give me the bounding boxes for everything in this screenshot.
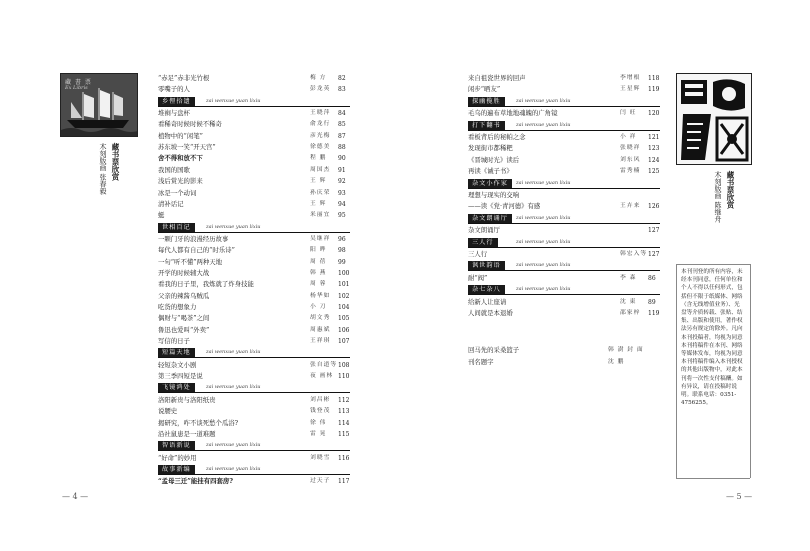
note-top-rule	[676, 264, 750, 265]
toc-entry-page: 100	[338, 269, 350, 277]
toc-entry[interactable]	[158, 131, 350, 142]
toc-entry-page: 84	[338, 110, 346, 118]
toc-section-header	[158, 441, 350, 451]
toc-entry-title: 冰是一个动词	[158, 188, 197, 197]
toc-entry[interactable]	[468, 84, 660, 95]
toc-entry-title: “孟母三迁”能挂有四套房?	[158, 477, 234, 486]
toc-entry[interactable]	[468, 249, 660, 260]
toc-entry-author: 李增根	[620, 75, 641, 81]
right-bookplate-credit	[725, 171, 735, 209]
credit-title: 藏书票欣赏	[111, 143, 120, 181]
credit-line-title: 回马先的采桑篮子	[468, 346, 520, 354]
toc-entry-title: 看板背后的秘帕之念	[468, 133, 526, 141]
toc-entry-title: 鲁迅也爱叫“外卖”	[158, 325, 210, 334]
section-romanization: zai wenxue yuan lixiu	[516, 286, 571, 293]
toc-entry-title: 清补话记	[158, 199, 184, 208]
toc-entry[interactable]	[158, 268, 350, 279]
toc-entry-page: 95	[338, 212, 346, 220]
toc-entry-page: 112	[338, 396, 350, 404]
toc-entry-author: 王祥琪	[310, 338, 331, 345]
toc-entry[interactable]	[158, 234, 350, 245]
left-bookplate-author	[98, 143, 107, 194]
credit-author: 木刻版画 张春毅	[99, 143, 107, 195]
toc-entry-author: 王 辉	[310, 200, 327, 207]
toc-entry-page: 93	[338, 189, 346, 197]
section-romanization: zai wenxue yuan lixiu	[516, 179, 571, 186]
toc-section-header	[468, 238, 660, 248]
toc-entry-author: 闫 旺	[620, 110, 637, 117]
section-label: 打下翻书	[468, 121, 505, 130]
credit-title: 藏书票欣赏	[726, 171, 735, 209]
toc-entry[interactable]	[158, 302, 350, 313]
toc-entry-author: 沈 東	[620, 298, 637, 305]
toc-entry-author: 周 蓓	[310, 258, 327, 265]
toc-entry[interactable]	[158, 360, 350, 371]
section-label: 三人行	[468, 238, 498, 247]
toc-entry-author: 韩 燕	[310, 269, 327, 276]
section-label: 杂七杂八	[468, 285, 505, 294]
ship-illustration	[61, 74, 137, 136]
toc-entry[interactable]	[158, 279, 350, 290]
credit-line-name: 韩 澍 封 面	[608, 347, 644, 353]
toc-section-header	[468, 285, 660, 295]
copyright-notice: 本刊刊登的所有内容，未经本刊同意，任何单位和个人不得以任何形式，包括但不限于纸媒体、网络（含无线增值业务）、光盘等介质转载、张贴、结集、出版和使用，著作权法另有规定的除外。凡向本刊投稿者，均视为同意本刊将稿件在本刊、网络等媒体发布，均视为同意本刊将稿件编入本刊授权的其他出版物中，对此本刊将一次性支付稿酬。如有异议，请在投稿时说明。联系电话：0351-4756255。	[681, 269, 743, 407]
toc-entry-title: 零嘴子的人	[158, 85, 190, 94]
section-label: 智语新说	[158, 441, 195, 450]
toc-entry[interactable]	[158, 257, 350, 268]
toc-entry-title: 一句“听不懂”两种天地	[158, 257, 223, 266]
section-romanization: zai wenxue yuan lixiu	[206, 465, 261, 472]
toc-entry[interactable]	[158, 336, 350, 347]
toc-entry-title: 再读《诫子书》	[468, 167, 513, 176]
toc-entry-title: 偶财与“喝茶”之间	[158, 314, 210, 323]
toc-entry[interactable]	[468, 297, 660, 308]
toc-entry-author: 米丽宜	[310, 212, 331, 219]
toc-entry-author: 周 蓉	[310, 281, 327, 288]
toc-entry[interactable]	[158, 188, 350, 199]
toc-entry-title: 一颗门牙的浪漫经历故事	[158, 234, 229, 243]
toc-entry[interactable]	[158, 476, 350, 487]
toc-entry[interactable]	[468, 108, 660, 119]
section-romanization: zai wenxue yuan lixiu	[516, 214, 571, 221]
toc-entry-page: 90	[338, 155, 346, 163]
toc-entry-title: 开学的时候辅大战	[158, 268, 210, 277]
toc-entry-author: 梅 方	[310, 75, 327, 81]
toc-entry-title: 说腰史	[158, 407, 178, 416]
toc-entry[interactable]	[468, 73, 660, 84]
toc-entry-author: 韩宏入等	[620, 251, 648, 257]
toc-entry[interactable]	[468, 273, 660, 284]
toc-entry-author: 张晓祥	[620, 145, 641, 152]
toc-entry-title: 我国的国歌	[158, 165, 190, 174]
toc-entry-page: 101	[338, 281, 350, 289]
section-romanization: zai wenxue yuan lixiu	[206, 384, 261, 391]
toc-entry[interactable]	[158, 291, 350, 302]
toc-entry-page: 125	[648, 168, 660, 176]
toc-entry-page: 117	[338, 478, 350, 486]
toc-entry-title: “赤足”赤非光竹根	[158, 74, 210, 82]
section-label: 短篇天地	[158, 348, 195, 357]
section-label: 杂文小作家	[468, 179, 512, 188]
toc-entry[interactable]	[468, 132, 660, 143]
toc-entry-author: 程 鹏	[310, 155, 327, 162]
section-label: 杂文朗诵厅	[468, 214, 512, 223]
toc-entry-author: 孙庆荣	[310, 189, 331, 196]
toc-entry-title: 吃货的想象力	[158, 303, 197, 311]
toc-entry-title: 看我的日子里，我炼就了炸身技能	[158, 280, 254, 289]
credit-line-title: 刊名题字	[468, 358, 494, 366]
credit-line-name: 沈 鹏	[608, 359, 625, 365]
section-romanization: zai wenxue yuan lixiu	[206, 349, 261, 356]
toc-entry-title: “好命”的妙用	[158, 453, 197, 462]
toc-entry-title: 写信的日子	[158, 337, 190, 346]
toc-entry-page: 89	[648, 298, 656, 306]
section-romanization: zai wenxue yuan lixiu	[516, 262, 571, 269]
toc-entry-title: 人间就是本退婚	[468, 309, 513, 317]
section-label: 飞镜鸿处	[158, 383, 195, 392]
toc-entry-title: 给新人让座请	[468, 297, 507, 306]
toc-entry-title: 耐“阀”	[468, 273, 488, 282]
toc-entry-author: 徐德美	[310, 144, 331, 151]
toc-entry-author: 周国杰	[310, 166, 331, 173]
toc-entry-page: 104	[338, 304, 350, 311]
toc-entry[interactable]	[468, 308, 660, 319]
toc-entry-author: 王晓萍	[310, 110, 331, 117]
toc-entry-author: 过天子	[310, 478, 331, 485]
toc-entry-page: 82	[338, 75, 346, 82]
toc-entry[interactable]	[158, 406, 350, 417]
toc-entry-page: 83	[338, 86, 346, 94]
credit-line	[468, 357, 660, 368]
toc-entry-page: 108	[338, 361, 350, 369]
toc-entry-page: 124	[648, 156, 660, 164]
bookplate-caption-latin: Ex Libris	[65, 85, 88, 91]
note-bottom-rule	[676, 478, 750, 479]
toc-entry-author: 吴继祥	[310, 235, 331, 242]
toc-entry-author: 彭龙英	[310, 86, 331, 93]
section-label: 故事新编	[158, 465, 195, 474]
toc-entry[interactable]	[468, 166, 660, 177]
toc-section-header	[158, 223, 350, 233]
toc-entry-title: 堆裥与盘杯	[158, 109, 190, 118]
toc-entry[interactable]	[158, 108, 350, 119]
section-romanization: zai wenxue yuan lixiu	[206, 442, 261, 449]
toc-entry[interactable]	[158, 119, 350, 130]
toc-entry[interactable]	[468, 143, 660, 154]
toc-entry-page: 85	[338, 121, 346, 129]
toc-entry-page: 116	[338, 454, 350, 462]
credit-author: 木刻版画 陈继舟	[714, 171, 722, 223]
toc-entry[interactable]	[158, 453, 350, 464]
toc-entry-author: 张自道等	[310, 361, 338, 368]
toc-entry[interactable]	[158, 210, 350, 221]
toc-entry-title: 闲步“晒友”	[468, 85, 501, 94]
toc-entry-title: 轻短杂文小剧	[158, 360, 197, 369]
toc-entry-page: 99	[338, 258, 346, 266]
toc-entry-title: 三人行	[468, 250, 488, 258]
toc-entry-page: 91	[338, 166, 346, 174]
toc-entry-page: 126	[648, 203, 660, 211]
toc-entry-title: 毛乌的遍布草地地魂魄的广角镜	[468, 109, 558, 118]
section-romanization: zai wenxue yuan lixiu	[206, 97, 261, 104]
toc-entry-title: 舍不得和放不下	[158, 154, 203, 163]
toc-entry-page: 107	[338, 338, 350, 346]
toc-entry-title: 每代人都有自己的“时乐诗”	[158, 246, 235, 255]
toc-section-header	[158, 97, 350, 107]
toc-entry-title: 蜓	[158, 211, 165, 220]
toc-section-header	[468, 179, 660, 189]
toc-entry-title: 苏东坡一笑“开天宫”	[158, 143, 216, 152]
section-label: 世相百记	[158, 223, 195, 232]
toc-entry-page: 106	[338, 326, 350, 334]
toc-entry-author: 小 刀	[310, 304, 327, 310]
toc-section-header	[468, 214, 660, 224]
toc-section-header	[468, 261, 660, 271]
toc-entry-author: 王卉来	[620, 203, 641, 210]
toc-entry-page: 113	[338, 408, 350, 416]
toc-entry-author: 王 辉	[310, 178, 327, 185]
toc-entry-author: 刘昌彬	[310, 396, 331, 403]
toc-entry-title: 看稀奇时候时候不稀奇	[158, 120, 222, 129]
section-romanization: zai wenxue yuan lixiu	[516, 97, 571, 104]
section-romanization: zai wenxue yuan lixiu	[516, 238, 571, 245]
toc-entry-page: 86	[648, 274, 656, 282]
toc-section-header	[158, 383, 350, 393]
toc-entry-page: 105	[338, 315, 350, 323]
toc-entry-page: 102	[338, 292, 350, 300]
toc-section-header	[158, 465, 350, 475]
toc-entry-author: 刘东风	[620, 156, 641, 163]
toc-entry-page: 119	[648, 310, 660, 317]
toc-entry-page: 96	[338, 235, 346, 243]
toc-entry-page: 118	[648, 75, 660, 82]
toc-entry[interactable]	[158, 165, 350, 176]
toc-entry[interactable]	[468, 225, 660, 236]
toc-entry-author: 刘晓雪	[310, 454, 331, 461]
section-label: 讽世韵语	[468, 261, 505, 270]
toc-entry-page: 115	[338, 430, 350, 438]
toc-entry-author: 胡文秀	[310, 315, 331, 322]
toc-entry-page: 92	[338, 178, 346, 186]
toc-entry-author: 杨华如	[310, 292, 331, 299]
section-label: 探幽揽胜	[468, 97, 505, 106]
toc-entry[interactable]	[158, 245, 350, 256]
toc-entry-page: 127	[648, 227, 660, 235]
bookplate-caption: 藏 書 票	[65, 79, 92, 86]
toc-entry-title: 第三季四短是说	[158, 372, 203, 381]
page-number-left: — 4 —	[62, 492, 89, 501]
toc-entry-page: 94	[338, 200, 346, 208]
toc-entry[interactable]	[158, 395, 350, 406]
toc-entry-author: 雷秀楠	[620, 168, 641, 175]
toc-entry-author: 俞龙行	[310, 121, 331, 128]
toc-entry-title: 沿社鼠患是一道难题	[158, 429, 216, 438]
toc-entry-page: 87	[338, 132, 346, 140]
toc-entry[interactable]	[158, 371, 350, 382]
toc-entry-page: 110	[338, 373, 350, 381]
toc-entry[interactable]	[468, 155, 660, 166]
toc-entry-page: 120	[648, 110, 660, 118]
note-left-rule	[676, 264, 677, 478]
toc-entry[interactable]	[158, 429, 350, 440]
toc-entry-author: 李 森	[620, 274, 637, 281]
toc-entry-author: 王星辉	[620, 86, 641, 93]
toc-entry[interactable]	[468, 201, 660, 212]
toc-entry[interactable]	[158, 418, 350, 429]
toc-entry-author: 彦光梅	[310, 132, 331, 139]
toc-entry-author: 钱登茂	[310, 408, 331, 415]
right-bookplate-author	[713, 171, 722, 222]
toc-entry-title: ——读《党·青河德》有感	[468, 202, 541, 211]
toc-entry[interactable]	[158, 153, 350, 164]
toc-entry-page: 98	[338, 247, 346, 255]
abstract-woodcut-illustration	[677, 74, 751, 164]
toc-entry[interactable]	[158, 199, 350, 210]
toc-entry-title: 理想与现实的交响	[468, 191, 520, 199]
section-label: 乡俚拾遗	[158, 97, 195, 106]
toc-entry-title: 《晋城时光》读后	[468, 155, 520, 164]
toc-entry[interactable]	[158, 325, 350, 336]
bookplate-ship-image	[60, 73, 138, 137]
left-bookplate-credit	[110, 143, 120, 181]
section-romanization: zai wenxue yuan lixiu	[516, 121, 571, 128]
toc-entry-title: 洛阳新贵与洛阳纸贵	[158, 395, 216, 404]
toc-entry-title: 浅后赏光的影来	[158, 177, 203, 186]
toc-section-header	[468, 121, 660, 131]
toc-entry-author: 夜 画林	[310, 373, 334, 380]
page-number-right: — 5 —	[726, 492, 753, 501]
toc-entry-page: 119	[648, 86, 660, 94]
toc-entry-title: 发现街市都稀粑	[468, 144, 513, 153]
toc-entry-title: 来自祖瓷世界的回声	[468, 74, 526, 82]
toc-entry[interactable]	[158, 73, 350, 84]
toc-entry-author: 雷 晃	[310, 430, 327, 437]
toc-entry[interactable]	[158, 84, 350, 95]
toc-entry-title: 植物中的“闲笔”	[158, 131, 203, 140]
toc-entry-title: 父亲的辣酱乌贼瓜	[158, 291, 210, 300]
toc-entry-title: 揭研究，咋不谈死愁个瓜浴?	[158, 418, 239, 427]
toc-entry[interactable]	[468, 190, 660, 201]
toc-entry-page: 88	[338, 144, 346, 152]
toc-section-header	[158, 348, 350, 358]
toc-section-header	[468, 97, 660, 107]
toc-entry-author: 邵家梓	[620, 310, 641, 316]
toc-entry-author: 阳 晔	[310, 247, 327, 254]
toc-entry-page: 123	[648, 145, 660, 153]
note-right-rule	[750, 264, 751, 478]
credit-line	[468, 345, 660, 356]
toc-entry-page: 114	[338, 419, 350, 427]
toc-entry-page: 127	[648, 251, 660, 258]
section-romanization: zai wenxue yuan lixiu	[206, 223, 261, 230]
toc-entry-author: 周惠斌	[310, 326, 331, 333]
toc-entry-title: 杂文朗诵厅	[468, 226, 500, 235]
toc-entry[interactable]	[158, 313, 350, 324]
toc-entry-author: 徐 伟	[310, 419, 327, 426]
toc-entry[interactable]	[158, 142, 350, 153]
toc-entry-author: 小 祥	[620, 134, 637, 140]
toc-entry[interactable]	[158, 176, 350, 187]
bookplate-abstract-image	[676, 73, 752, 165]
toc-entry-page: 121	[648, 134, 660, 141]
